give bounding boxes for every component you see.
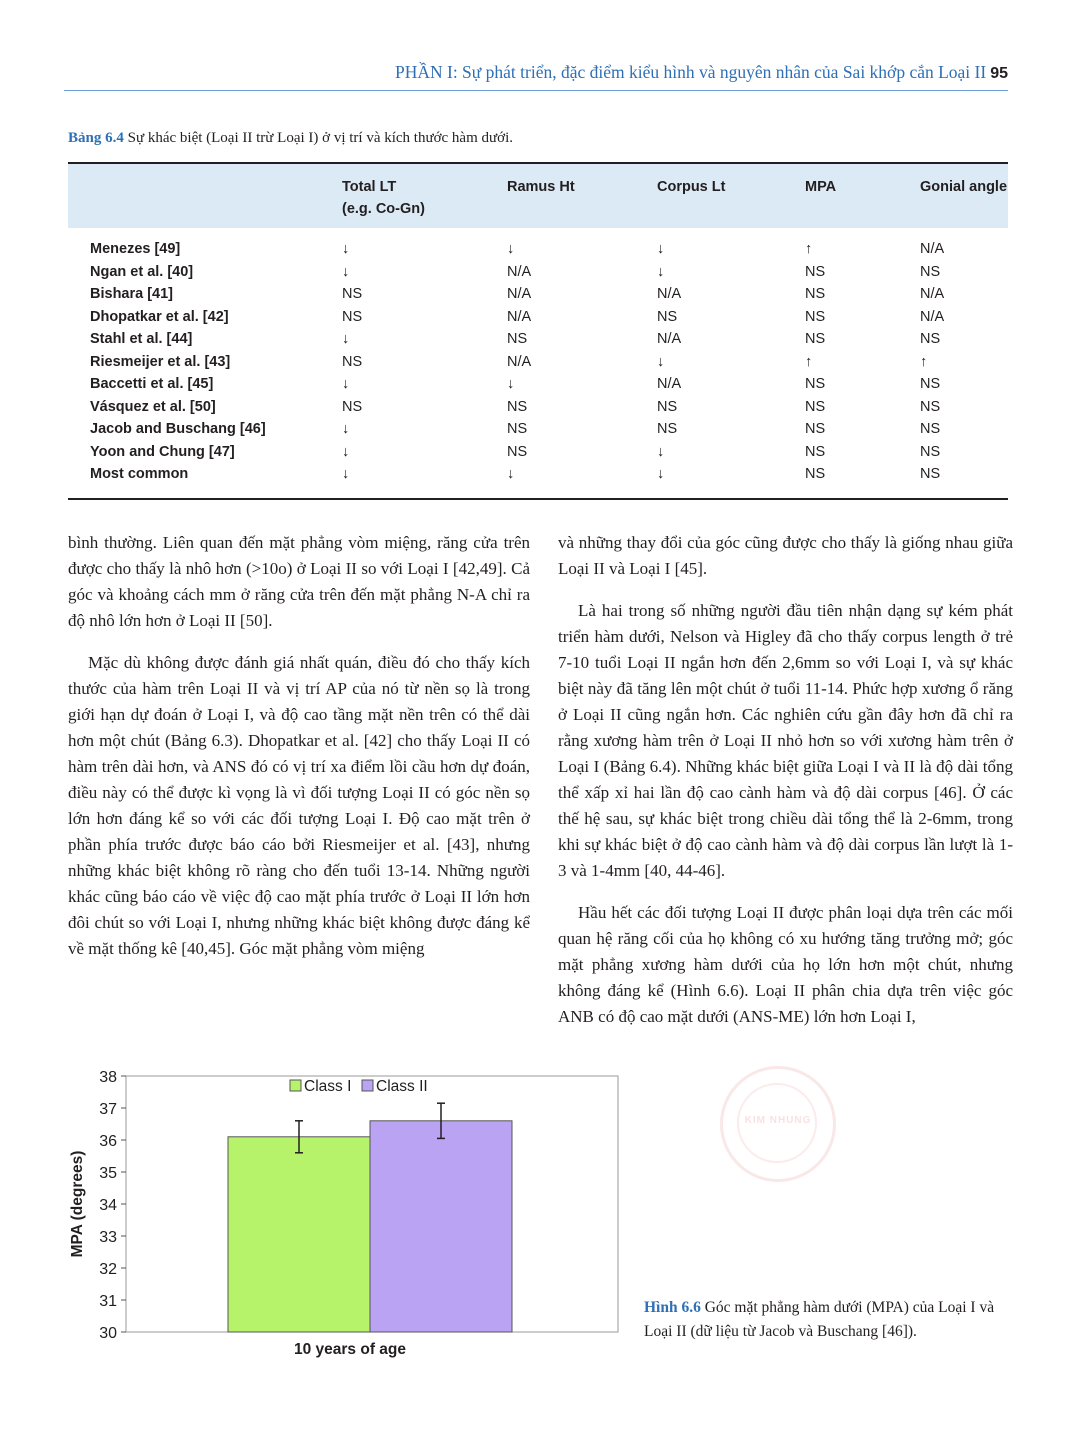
cell-ramus-ht: NS: [507, 443, 528, 460]
cell-corpus-lt: NS: [657, 308, 678, 325]
cell-corpus-lt: N/A: [657, 286, 682, 302]
running-header: [64, 62, 1008, 92]
cell-gonial-angle: NS: [920, 398, 941, 415]
cell-ramus-ht: N/A: [507, 286, 532, 302]
cell-ramus-ht: N/A: [507, 353, 532, 370]
cell-ramus-ht: ↓: [507, 241, 515, 257]
cell-study: Stahl et al. [44]: [90, 331, 193, 347]
cell-total-lt: ↓: [342, 263, 350, 280]
y-tick-label: 33: [99, 1229, 117, 1246]
cell-study: Vásquez et al. [50]: [90, 398, 216, 415]
col-header-corpus-lt: Corpus Lt: [657, 179, 726, 195]
y-tick-label: 30: [99, 1325, 117, 1342]
cell-total-lt: NS: [342, 398, 363, 415]
cell-study: Menezes [49]: [90, 241, 181, 257]
table-row: [68, 328, 1008, 350]
cell-gonial-angle: N/A: [920, 241, 945, 257]
cell-study: Ngan et al. [40]: [90, 263, 194, 280]
cell-ramus-ht: NS: [507, 421, 528, 437]
cell-ramus-ht: NS: [507, 398, 528, 415]
left-paragraph-2: Mặc dù không được đánh giá nhất quán, điều đó cho thấy kích thước của hàm trên Loại II và vị trí AP của nó từ nền sọ là trong giới hạn dự đoán ở Loại I, và độ cao tầng mặt nền trên có thể dài hơn một chút (Bảng 6.3). Dhopatkar et al. [42] cho thấy Loại II có hàm trên dài hơn, và ANS đó có vị trí xa điểm lồi cầu hơn dự đoán, điều này có thể được kì vọng là vì đối tượng Loại II có góc nền sọ lớn hơn đáng kể so với các đối tượng Loại I. Độ cao mặt trên ở phần phía trước được báo cáo bởi Riesmeijer et al. [43], nhưng những khác biệt không rõ ràng cho đến tuổi 13-14. Những người khác cũng báo cáo về việc độ cao mặt phía trước ở Loại II lớn hơn đôi chút so với Loại I, nhưng những khác biệt không được đáng kể về mặt thống kê [40,45]. Góc mặt phẳng vòm miệng: [68, 653, 530, 958]
bar-class-ii: [370, 1121, 512, 1332]
left-column: [68, 530, 530, 978]
col-header-gonial-angle: Gonial angle: [920, 179, 1008, 195]
cell-study: Dhopatkar et al. [42]: [90, 308, 229, 325]
table-row: [68, 351, 1008, 373]
cell-total-lt: NS: [342, 286, 363, 302]
header-text: PHẦN I: Sự phát triển, đặc điểm kiểu hình và nguyên nhân của Sai khớp cắn Loại II: [394, 62, 987, 82]
page-number: 95: [990, 65, 1008, 82]
table-row: [68, 238, 1008, 260]
cell-mpa: NS: [805, 263, 826, 280]
legend-swatch: [290, 1080, 301, 1091]
cell-gonial-angle: N/A: [920, 308, 945, 325]
legend-label: Class I: [304, 1078, 352, 1095]
header-rule: [64, 90, 1008, 91]
cell-ramus-ht: NS: [507, 331, 528, 347]
cell-gonial-angle: ↑: [920, 353, 928, 370]
figure-caption-text: Góc mặt phẳng hàm dưới (MPA) của Loại I và Loại II (dữ liệu từ Jacob và Buschang [46]).: [644, 1299, 995, 1340]
cell-mpa: ↑: [805, 241, 813, 257]
y-tick-label: 36: [99, 1133, 117, 1150]
cell-study: Bishara [41]: [90, 286, 174, 302]
y-axis-label: MPA (degrees): [69, 1150, 86, 1258]
table-bottom-rule: [68, 498, 1008, 500]
cell-corpus-lt: NS: [657, 421, 678, 437]
cell-corpus-lt: ↓: [657, 263, 665, 280]
cell-mpa: NS: [805, 331, 826, 347]
cell-corpus-lt: N/A: [657, 331, 682, 347]
col-header-mpa: MPA: [805, 179, 837, 195]
figure-label: Hình 6.6: [644, 1299, 701, 1316]
cell-total-lt: ↓: [342, 241, 350, 257]
cell-total-lt: ↓: [342, 421, 350, 437]
cell-mpa: NS: [805, 443, 826, 460]
cell-mpa: NS: [805, 466, 826, 482]
right-paragraph-3: Hầu hết các đối tượng Loại II được phân loại dựa trên các mối quan hệ răng cối của họ không có xu hướng tăng trưởng mở; góc mặt phẳng xương hàm dưới của họ lớn hơn một chút, nhưng không đáng kể (Hình 6.6). Loại II phân chia dựa trên việc góc ANB có độ cao mặt dưới (ANS-ME) lớn hơn Loại I,: [558, 903, 1013, 1026]
cell-total-lt: ↓: [342, 331, 350, 347]
table-row: [68, 396, 1008, 418]
cell-gonial-angle: NS: [920, 331, 941, 347]
cell-gonial-angle: NS: [920, 376, 941, 392]
table-row: [68, 261, 1008, 283]
cell-mpa: NS: [805, 308, 826, 325]
cell-mpa: NS: [805, 421, 826, 437]
watermark-text: KIM NHUNG: [744, 1115, 812, 1126]
mpa-bar-chart: [62, 1062, 632, 1372]
col-header-total-lt-text: Total LT (e.g. Co-Gn): [342, 179, 425, 217]
cell-corpus-lt: ↓: [657, 466, 665, 482]
watermark-stamp: [720, 1066, 836, 1182]
table-label: Bảng 6.4: [68, 130, 124, 146]
cell-mpa: NS: [805, 286, 826, 302]
table-caption: [68, 130, 513, 147]
table-row: [68, 441, 1008, 463]
cell-ramus-ht: ↓: [507, 376, 515, 392]
table-row: [68, 306, 1008, 328]
cell-study: Baccetti et al. [45]: [90, 376, 214, 392]
cell-study: Most common: [90, 466, 189, 482]
cell-mpa: NS: [805, 376, 826, 392]
table-caption-text: Sự khác biệt (Loại II trừ Loại I) ở vị trí và kích thước hàm dưới.: [123, 130, 513, 146]
y-tick-label: 35: [99, 1165, 117, 1182]
cell-ramus-ht: N/A: [507, 308, 532, 325]
cell-total-lt: ↓: [342, 466, 350, 482]
y-tick-label: 34: [99, 1197, 117, 1214]
cell-gonial-angle: NS: [920, 466, 941, 482]
cell-corpus-lt: ↓: [657, 353, 665, 370]
cell-total-lt: ↓: [342, 443, 350, 460]
cell-total-lt: NS: [342, 308, 363, 325]
right-column: [558, 530, 1013, 1046]
table-row: [68, 463, 1008, 485]
y-tick-label: 31: [99, 1293, 117, 1310]
cell-corpus-lt: N/A: [657, 376, 682, 392]
right-paragraph-1: và những thay đổi của góc cũng được cho thấy là giống nhau giữa Loại II và Loại I [45].: [558, 533, 1013, 578]
cell-corpus-lt: ↓: [657, 241, 665, 257]
table-row: [68, 283, 1008, 305]
legend-swatch: [362, 1080, 373, 1091]
cell-study: Jacob and Buschang [46]: [90, 421, 266, 437]
cell-total-lt: ↓: [342, 376, 350, 392]
y-tick-label: 32: [99, 1261, 117, 1278]
y-tick-label: 38: [99, 1069, 117, 1086]
left-paragraph-1: bình thường. Liên quan đến mặt phẳng vòm miệng, răng cửa trên được cho thấy là nhô hơn (>10o) ở Loại II so với Loại I [42,49]. Cả góc và khoảng cách mm ở răng cửa trên đến mặt phẳng N-A chỉ ra độ nhô lớn hơn ở Loại II [50].: [68, 533, 530, 630]
cell-corpus-lt: ↓: [657, 443, 665, 460]
cell-corpus-lt: NS: [657, 398, 678, 415]
cell-ramus-ht: ↓: [507, 466, 515, 482]
x-axis-label: 10 years of age: [293, 1341, 407, 1358]
cell-gonial-angle: N/A: [920, 286, 945, 302]
bar-class-i: [228, 1137, 370, 1332]
cell-gonial-angle: NS: [920, 443, 941, 460]
table-row: [68, 373, 1008, 395]
cell-mpa: NS: [805, 398, 826, 415]
legend-label: Class II: [376, 1078, 428, 1095]
col-header-ramus-ht: Ramus Ht: [507, 179, 575, 195]
cell-study: Yoon and Chung [47]: [90, 443, 235, 460]
cell-gonial-angle: NS: [920, 263, 941, 280]
cell-total-lt: NS: [342, 353, 363, 370]
cell-gonial-angle: NS: [920, 421, 941, 437]
col-header-total-lt: [342, 176, 425, 220]
right-paragraph-2: Là hai trong số những người đầu tiên nhận dạng sự kém phát triển hàm dưới, Nelson và Higley đã cho thấy corpus length ở trẻ 7-10 tuổi Loại II ngắn hơn đến 2,6mm so với Loại I, và sự khác biệt này đã tăng lên một chút ở tuổi 11-14. Phức hợp xương ổ răng ở Loại II cũng ngắn hơn. Các nghiên cứu gần đây hơn đã chỉ ra rằng xương hàm trên ở Loại II nhỏ hơn so với xương hàm trên ở Loại I (Bảng 6.4). Những khác biệt giữa Loại I và II là độ dài tổng thể xấp xỉ hai lần độ cao cành hàm và độ dài corpus [46]. Ở các thế hệ sau, sự khác biệt trong chiều dài tổng thể là 2-6mm, trong khi sự khác biệt ở độ cao cành hàm và độ dài corpus lần lượt là 1-3 và 1-4mm [40, 44-46].: [558, 601, 1013, 880]
cell-ramus-ht: N/A: [507, 263, 532, 280]
cell-mpa: ↑: [805, 353, 813, 370]
y-tick-label: 37: [99, 1101, 117, 1118]
table-row: [68, 418, 1008, 440]
cell-study: Riesmeijer et al. [43]: [90, 353, 231, 370]
figure-caption: [644, 1296, 1016, 1344]
